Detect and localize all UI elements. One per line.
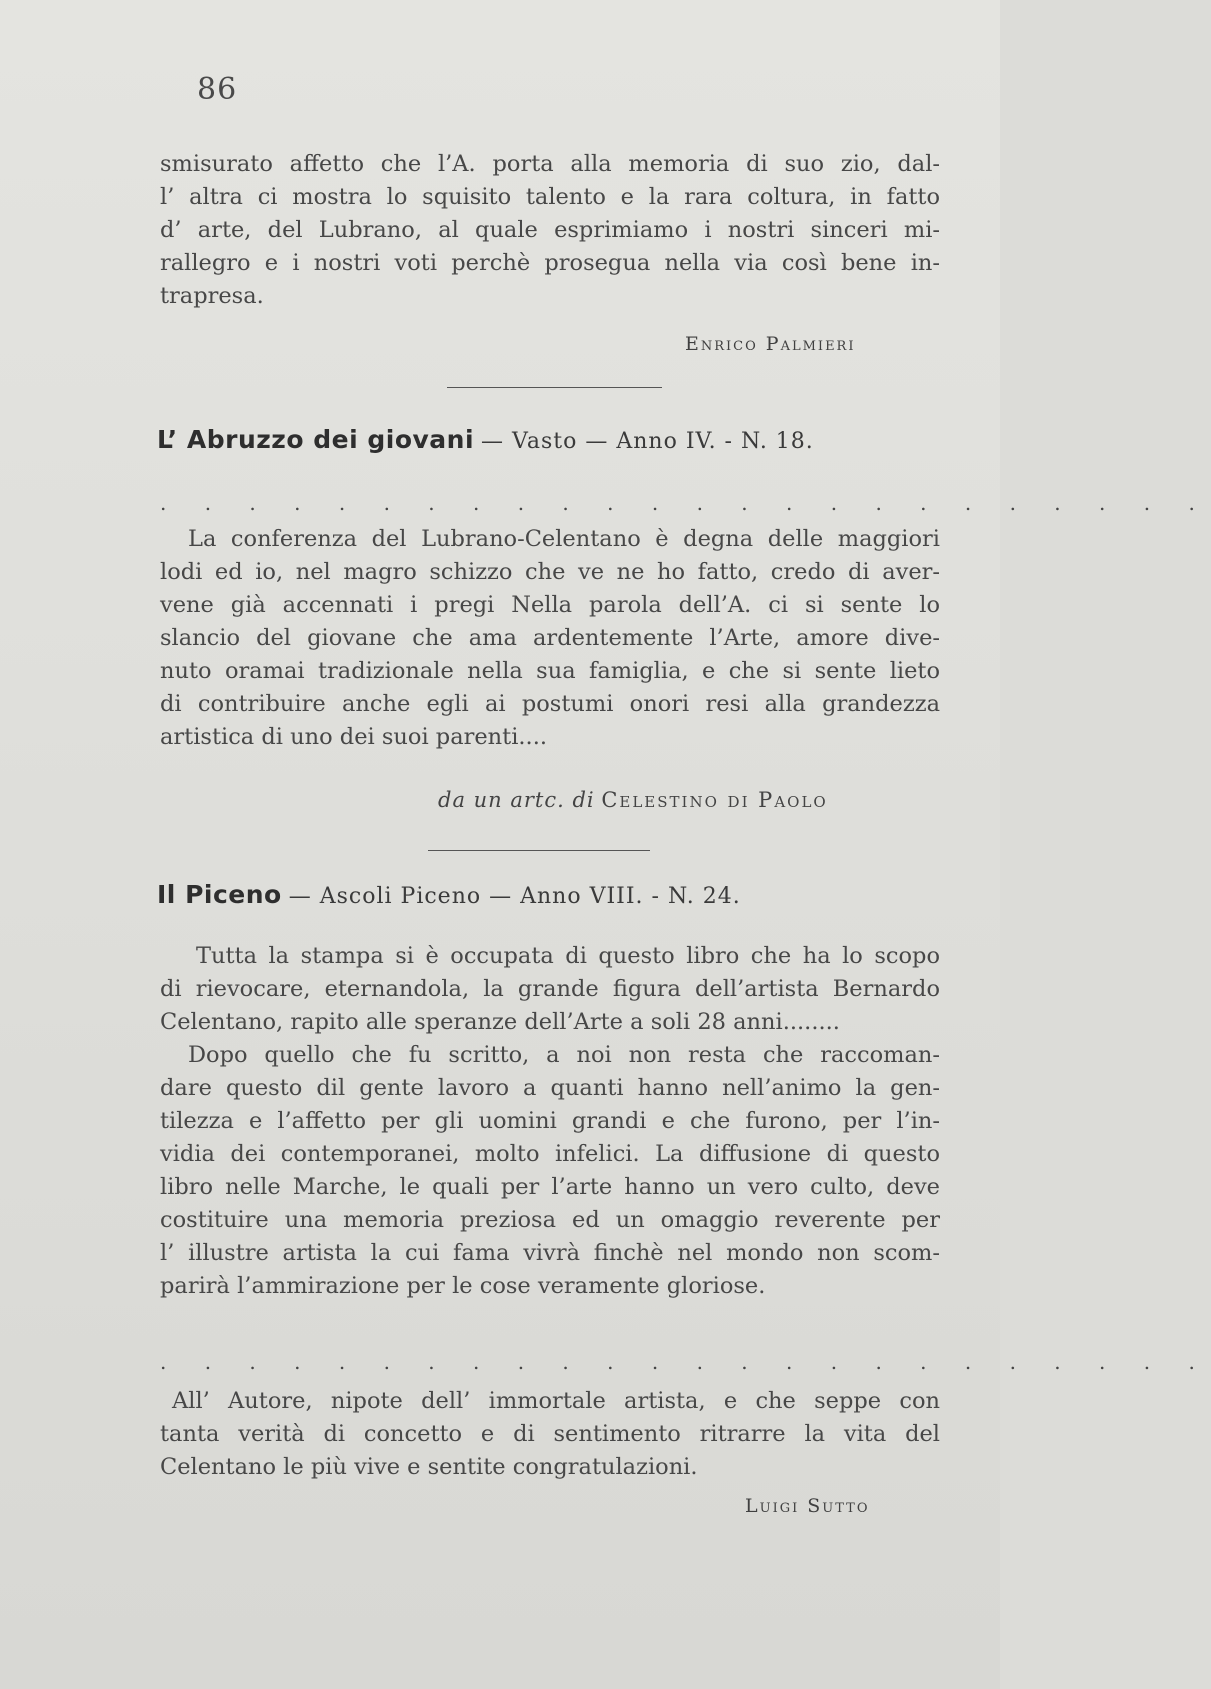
- text-line: Celentano, rapito alle speranze dell’Arte a soli 28 anni........: [160, 1009, 840, 1035]
- article3-heading: [157, 880, 741, 909]
- text-line: artistica di uno dei suoi parenti....: [160, 724, 548, 750]
- article2-source: [438, 788, 828, 812]
- article3-paragraph: [160, 940, 940, 1303]
- article2-heading: [157, 425, 814, 454]
- text-line: Tutta la stampa si è occupata di questo libro che ha lo scopo: [196, 943, 940, 969]
- section-divider: [447, 387, 662, 388]
- ellipsis-row: . . . . . . . . . . . . . . . . . . . . . . . .: [160, 1350, 1211, 1374]
- text-line: All’ Autore, nipote dell’ immortale artista, e che seppe con: [172, 1388, 940, 1414]
- text-line: nuto oramai tradizionale nella sua famiglia, e che si sente lieto: [160, 658, 940, 684]
- text-line: l’ altra ci mostra lo squisito talento e la rara coltura, in fatto: [160, 184, 940, 210]
- text-line: di contribuire anche egli ai postumi onori resi alla grandezza: [160, 691, 940, 717]
- text-line: parirà l’ammirazione per le cose veramente gloriose.: [160, 1273, 766, 1299]
- journal-title: Il Piceno: [157, 880, 282, 909]
- section-divider: [428, 850, 650, 851]
- text-line: tilezza e l’affetto per gli uomini grandi e che furono, per l’in-: [160, 1108, 940, 1134]
- text-line: La conferenza del Lubrano-Celentano è degna delle maggiori: [188, 526, 940, 552]
- journal-details: — Vasto — Anno IV. - N. 18.: [481, 429, 814, 454]
- text-line: rallegro e i nostri voti perchè prosegua nella via così bene in-: [160, 250, 940, 276]
- text-line: trapresa.: [160, 283, 264, 309]
- text-line: lodi ed io, nel magro schizzo che ve ne ho fatto, credo di aver-: [160, 559, 940, 585]
- text-line: tanta verità di concetto e di sentimento ritrarre la vita del: [160, 1421, 940, 1447]
- ellipsis-row: . . . . . . . . . . . . . . . . . . . . . . . .: [160, 491, 1211, 515]
- text-line: Dopo quello che fu scritto, a noi non resta che raccoman-: [188, 1042, 940, 1068]
- text-line: di rievocare, eternandola, la grande figura dell’artista Bernardo: [160, 976, 940, 1002]
- text-line: costituire una memoria preziosa ed un omaggio reverente per: [160, 1207, 940, 1233]
- article1-signature: Enrico Palmieri: [685, 333, 856, 355]
- text-line: smisurato affetto che l’A. porta alla memoria di suo zio, dal-: [160, 151, 940, 177]
- text-line: dare questo dil gente lavoro a quanti hanno nell’animo la gen-: [160, 1075, 940, 1101]
- text-line: vidia dei contemporanei, molto infelici. La diffusione di questo: [160, 1141, 940, 1167]
- article2-paragraph: [160, 523, 940, 754]
- text-line: vene già accennati i pregi Nella parola dell’A. ci si sente lo: [160, 592, 940, 618]
- text-line: slancio del giovane che ama ardentemente l’Arte, amore dive-: [160, 625, 940, 651]
- page-number: 86: [197, 72, 238, 107]
- journal-details: — Ascoli Piceno — Anno VIII. - N. 24.: [288, 884, 741, 909]
- text-line: libro nelle Marche, le quali per l’arte hanno un vero culto, deve: [160, 1174, 940, 1200]
- text-line: Celentano le più vive e sentite congratulazioni.: [160, 1454, 698, 1480]
- article3-signature: Luigi Sutto: [745, 1495, 870, 1517]
- source-author: Celestino di Paolo: [601, 788, 828, 812]
- article3-closing: [160, 1385, 940, 1484]
- source-prefix: da un artc. di: [438, 788, 595, 812]
- text-line: l’ illustre artista la cui fama vivrà finchè nel mondo non scom-: [160, 1240, 940, 1266]
- journal-title: L’ Abruzzo dei giovani: [157, 425, 475, 454]
- text-line: d’ arte, del Lubrano, al quale esprimiamo i nostri sinceri mi-: [160, 217, 940, 243]
- article1-paragraph: [160, 148, 940, 313]
